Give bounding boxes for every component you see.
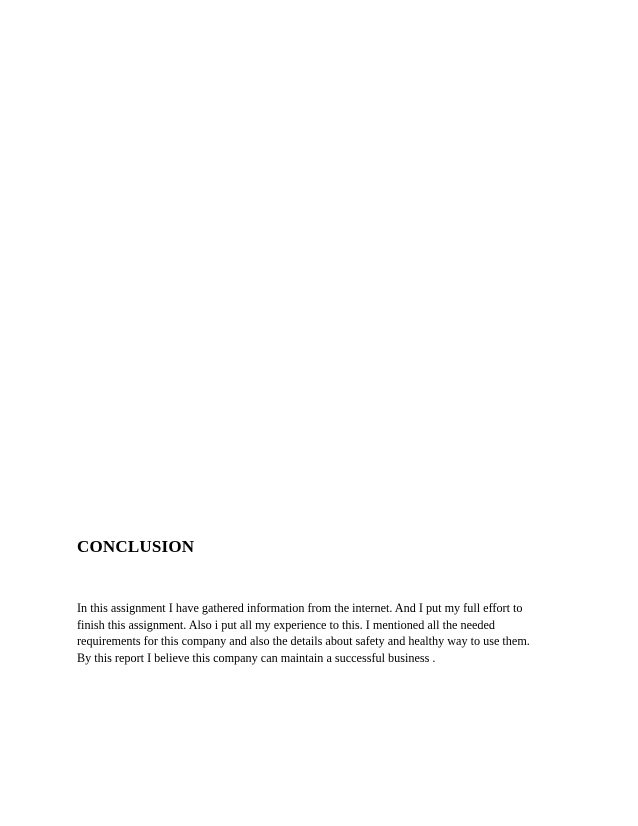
conclusion-paragraph xyxy=(77,600,557,666)
paragraph-line: finish this assignment. Also i put all my experience to this. I mentioned all the needed xyxy=(77,617,496,632)
paragraph-line: In this assignment I have gathered information from the internet. And I put my full effort to xyxy=(77,601,523,615)
paragraph-line: By this report I believe this company can maintain a successful business . xyxy=(77,650,436,665)
paragraph-line: requirements for this company and also the details about safety and healthy way to use them. xyxy=(77,634,530,648)
section-heading: CONCLUSION xyxy=(77,537,195,556)
